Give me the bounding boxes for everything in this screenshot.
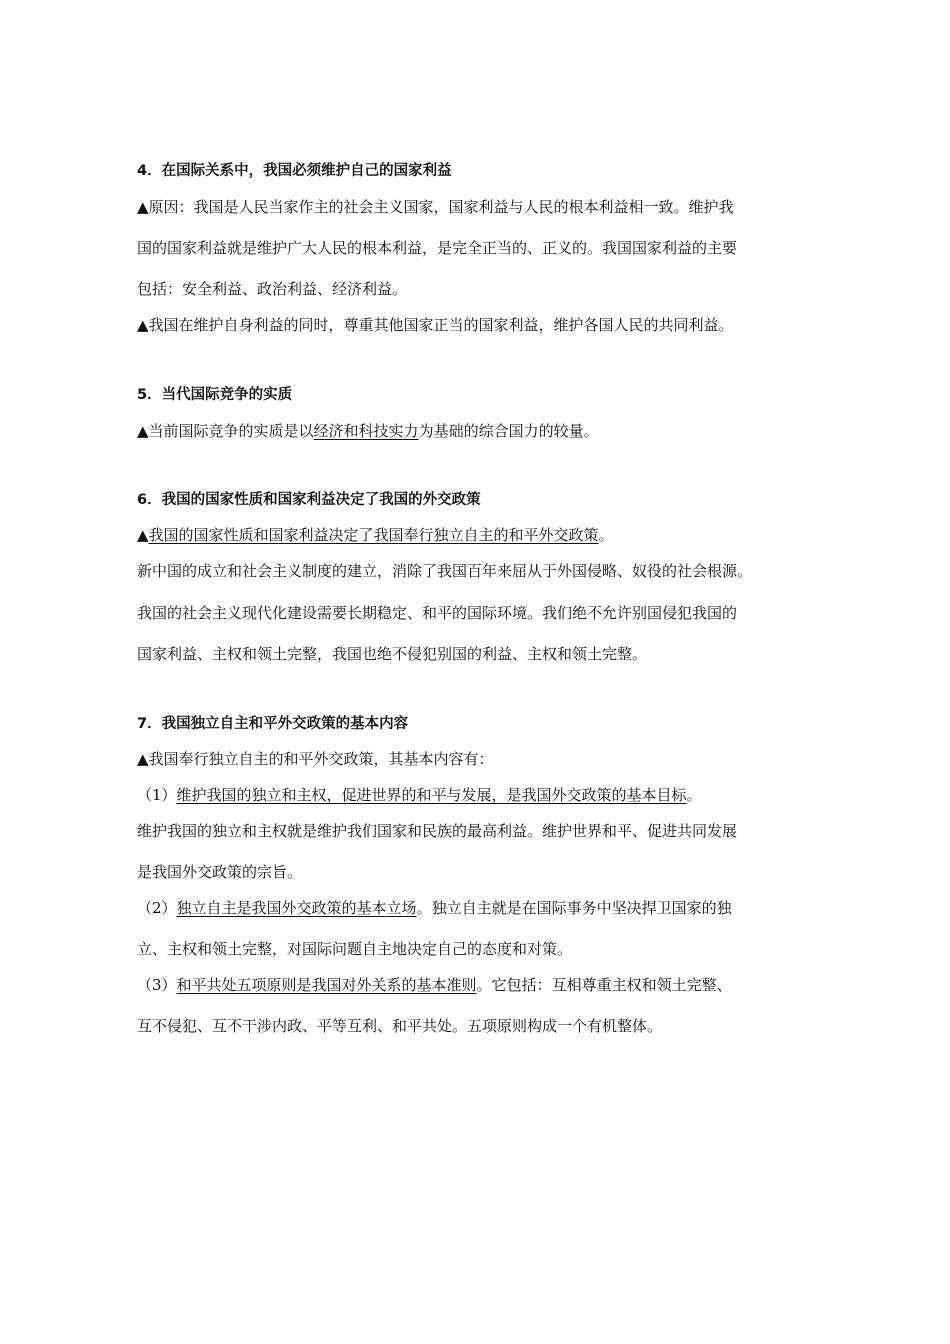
text-run: 。 <box>598 526 614 544</box>
section-5-line-1 <box>137 421 837 441</box>
text-run: 。独立自主就是在国际事务中坚决捍卫国家的独 <box>416 899 732 917</box>
underlined-key-phrase: 维护我国的独立和主权，促进世界的和平与发展，是我国外交政策的基本目标 <box>176 786 687 804</box>
section-7-item-2-line-2: 立、主权和领土完整，对国际问题自主地决定自己的态度和对策。 <box>137 940 573 958</box>
section-7-item-2 <box>137 898 837 918</box>
section-6-line-1 <box>137 525 837 545</box>
section-7-item-3-line-2: 互不侵犯、互不干涉内政、平等互利、和平共处。五项原则构成一个有机整体。 <box>137 1017 663 1035</box>
text-run: 为基础的综合国力的较量。 <box>418 422 599 440</box>
underlined-key-phrase: 独立自主是我国外交政策的基本立场 <box>176 899 417 917</box>
underlined-key-phrase: 经济和科技实力 <box>313 422 419 440</box>
section-7-intro: ▲我国奉行独立自主的和平外交政策，其基本内容有： <box>137 750 494 768</box>
underlined-key-phrase: 我国的国家性质和国家利益决定了我国奉行独立自主的和平外交政策 <box>148 526 599 544</box>
item-number: （2） <box>137 899 177 917</box>
section-5-heading: 5．当代国际竞争的实质 <box>137 387 293 403</box>
section-4-line-2: 国的国家利益就是维护广大人民的根本利益，是完全正当的、正义的。我国国家利益的主要 <box>137 239 738 257</box>
section-7-heading: 7．我国独立自主和平外交政策的基本内容 <box>137 716 409 732</box>
section-4-line-4: ▲我国在维护自身利益的同时，尊重其他国家正当的国家利益，维护各国人民的共同利益。 <box>137 316 734 334</box>
underlined-key-phrase: 和平共处五项原则是我国对外关系的基本准则 <box>176 976 477 994</box>
section-4-line-3: 包括：安全利益、政治利益、经济利益。 <box>137 280 408 298</box>
section-4-line-1: ▲原因：我国是人民当家作主的社会主义国家，国家利益与人民的根本利益相一致。维护我 <box>137 198 734 216</box>
section-6-heading: 6．我国的国家性质和国家利益决定了我国的外交政策 <box>137 492 481 508</box>
text-run: ▲当前国际竞争的实质是以 <box>137 422 314 440</box>
text-run: ▲ <box>137 526 149 544</box>
text-run: 。 <box>686 786 702 804</box>
item-number: （1） <box>137 786 177 804</box>
item-number: （3） <box>137 976 177 994</box>
section-6-line-4: 国家利益、主权和领土完整，我国也绝不侵犯别国的利益、主权和领土完整。 <box>137 645 648 663</box>
section-7-item-1-line-2: 维护我国的独立和主权就是维护我们国家和民族的最高利益。维护世界和平、促进共同发展 <box>137 822 738 840</box>
section-7-item-1-line-3: 是我国外交政策的宗旨。 <box>137 863 303 881</box>
section-7-item-3 <box>137 975 837 995</box>
section-7-item-1 <box>137 785 837 805</box>
section-4-heading: 4．在国际关系中，我国必须维护自己的国家利益 <box>137 163 452 179</box>
section-6-line-3: 我国的社会主义现代化建设需要长期稳定、和平的国际环境。我们绝不允许别国侵犯我国的 <box>137 604 738 622</box>
text-run: 。它包括：互相尊重主权和领土完整、 <box>476 976 732 994</box>
section-6-line-2: 新中国的成立和社会主义制度的建立，消除了我国百年来屈从于外国侵略、奴役的社会根源。 <box>137 562 753 580</box>
